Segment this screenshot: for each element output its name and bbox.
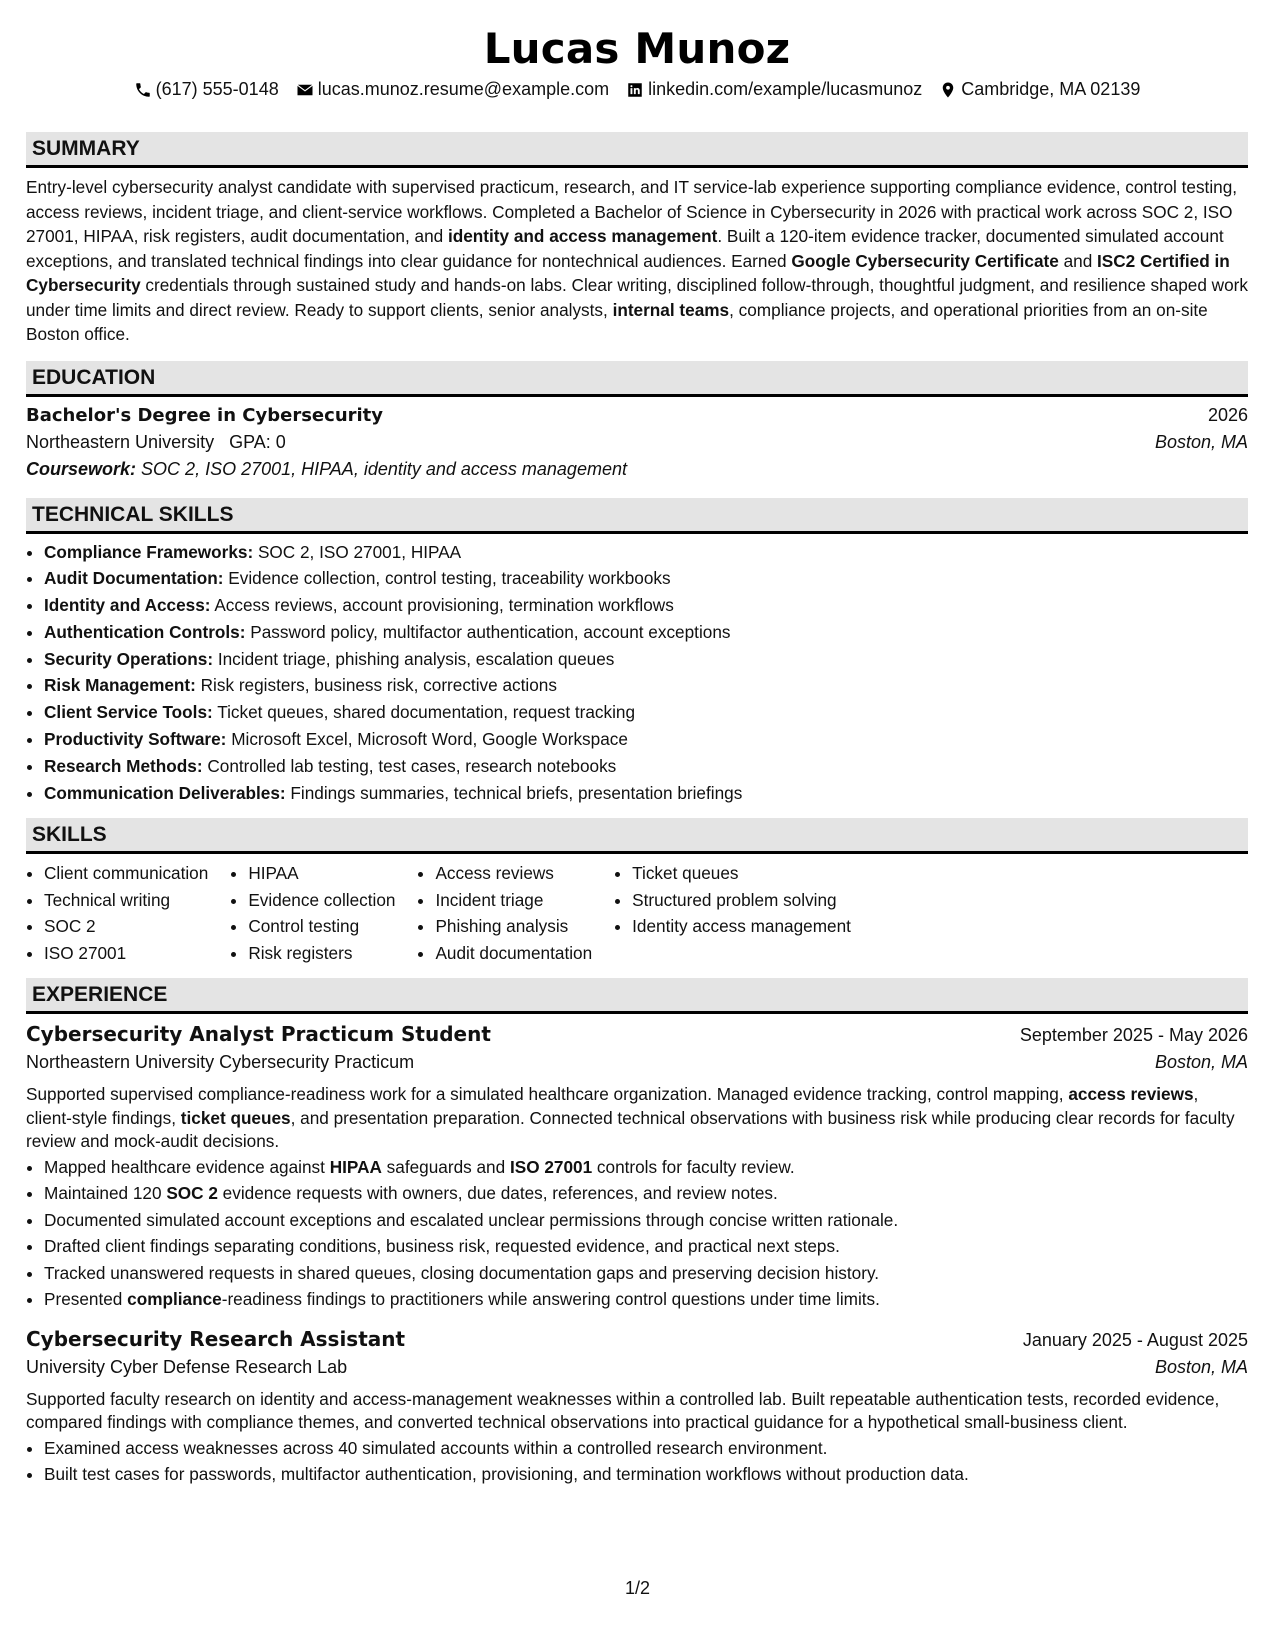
text-run: Entry-level cybersecurity analyst candidate with supervised practicum, research, and IT service-lab experience supporting compliance evidence, control testing, access reviews, incident triage, and client-service workflows. Completed a Bachelor of Science in Cybersecurity in 2026 with practical work across SOC 2, ISO 27001, HIPAA, risk registers, audit documentation, and [26,177,1238,246]
text-run: Maintained 120 [44,1183,167,1204]
education-heading: EDUCATION [26,361,1248,397]
text-run: Examined access weaknesses across 40 simulated accounts within a controlled research environment. [44,1437,828,1458]
emphasis-text: ISC2 Certified in Cybersecurity [26,250,1230,295]
job-organization: Northeastern University Cybersecurity Practicum [26,1052,415,1073]
skill-item: • Control testing [248,913,395,940]
skill-category: Communication Deliverables: [44,782,286,803]
technical-skills-list [26,539,1248,807]
text-run: -readiness findings to practitioners while answering control questions under time limits. [221,1289,880,1310]
emphasis-text: Google Cybersecurity Certificate [791,250,1059,271]
skill-category: Compliance Frameworks: [44,541,254,562]
text-run: , and presentation preparation. Connected technical observations with business risk while producing clear records for faculty review and mock-audit decisions. [26,1107,1235,1152]
technical-skill-item [44,619,1248,646]
coursework [26,459,1248,480]
emphasis-text: identity and access management [447,226,718,246]
location-text: Cambridge, MA 02139 [961,79,1141,99]
skill-item: • Identity access management [632,913,851,940]
job-bullet [44,1286,1248,1313]
contact-bar [26,79,1248,100]
job-title: Cybersecurity Analyst Practicum Student [26,1022,491,1047]
experience-list [26,1022,1248,1488]
skill-values: Incident triage, phishing analysis, escalation queues [217,648,615,669]
job-bullet [44,1207,1248,1234]
job-organization: University Cyber Defense Research Lab [26,1356,348,1377]
skill-values: Password policy, multifactor authentication, account exceptions [250,621,731,642]
technical-skill-item [44,539,1248,566]
technical-skill-item [44,672,1248,699]
skill-category: Security Operations: [44,648,214,669]
skill-item: • SOC 2 [44,913,208,940]
email-text: lucas.munoz.resume@example.com [317,79,610,99]
skills-column [26,860,208,966]
gpa: GPA: 0 [229,431,286,452]
skill-category: Risk Management: [44,675,196,696]
text-run: Documented simulated account exceptions and escalated unclear permissions through concise written rationale. [44,1209,899,1230]
job-bullet [44,1180,1248,1207]
text-run: Built test cases for passwords, multifactor authentication, provisioning, and termination workflows without production data. [44,1464,969,1485]
skill-item: • Ticket queues [632,860,851,887]
technical-skill-item [44,780,1248,807]
skill-item: • Client communication [44,860,208,887]
page-number: 1/2 [624,1578,651,1598]
skill-item: • Technical writing [44,887,208,914]
phone-icon [134,81,152,99]
contact-email[interactable] [296,79,609,100]
resume-page [26,0,1248,1488]
graduation-year: 2026 [1207,404,1248,425]
skills-column [614,860,851,966]
skill-values: SOC 2, ISO 27001, HIPAA [257,541,462,562]
skill-category: Identity and Access: [44,595,211,616]
text-run: controls for faculty review. [592,1156,795,1177]
job-bullet [44,1233,1248,1260]
envelope-icon [296,81,314,99]
text-run: Mapped healthcare evidence against [44,1156,330,1177]
skill-values: Findings summaries, technical briefs, presentation briefings [290,782,743,803]
text-run: , client-style findings, [26,1084,1199,1128]
emphasis-text: ISO 27001 [509,1156,593,1177]
degree: Bachelor's Degree in Cybersecurity [26,404,384,426]
job-bullet [44,1260,1248,1287]
technical-skill-item [44,592,1248,619]
skills-column [230,860,395,966]
summary-text [26,175,1248,347]
skill-values: Risk registers, business risk, corrective actions [200,675,557,696]
contact-linkedin[interactable] [626,79,922,100]
skill-item: • Access reviews [435,860,592,887]
text-run: Tracked unanswered requests in shared queues, closing documentation gaps and preserving decision history. [44,1262,880,1283]
emphasis-text: compliance [127,1289,222,1310]
job-bullet [44,1461,1248,1488]
skills-heading: SKILLS [26,818,1248,854]
technical-skill-item [44,565,1248,592]
institution-name: Northeastern University [26,431,215,452]
education-entry [26,405,1248,480]
skill-values: Microsoft Excel, Microsoft Word, Google Workspace [231,729,628,750]
skills-grid [26,860,1248,966]
skill-category: Productivity Software: [44,729,227,750]
job-bullets [26,1154,1248,1313]
technical-skill-item [44,753,1248,780]
skills-column [417,860,592,966]
contact-location [939,79,1140,100]
skill-values: Ticket queues, shared documentation, request tracking [217,702,636,723]
technical-skills-heading: TECHNICAL SKILLS [26,498,1248,534]
job-bullet [44,1154,1248,1181]
skill-category: Research Methods: [44,755,203,776]
text-run: Supported supervised compliance-readiness work for a simulated healthcare organization. Managed evidence tracking, control mapping, [26,1084,1069,1105]
coursework-label: Coursework: [26,458,137,479]
technical-skill-item [44,726,1248,753]
summary-heading: SUMMARY [26,132,1248,168]
text-run: . Built a 120-item evidence tracker, documented simulated account exceptions, and translated technical findings into clear guidance for nontechnical audiences. Earned [26,226,1224,271]
skill-category: Client Service Tools: [44,702,213,723]
skill-item: • HIPAA [248,860,395,887]
emphasis-text: internal teams [612,299,730,320]
skill-item: • Audit documentation [435,940,592,967]
skill-item: • Structured problem solving [632,887,851,914]
job-bullet [44,1435,1248,1462]
job-entry [26,1327,1248,1488]
emphasis-text: ticket queues [180,1107,291,1128]
map-pin-icon [939,81,957,99]
text-run: evidence requests with owners, due dates, references, and review notes. [217,1183,778,1204]
job-location: Boston, MA [1154,1356,1248,1377]
text-run: , compliance projects, and operational priorities from an on-site Boston office. [26,299,1208,344]
phone-text: (617) 555-0148 [155,79,279,99]
education-location: Boston, MA [1154,431,1248,452]
job-dates: January 2025 - August 2025 [1022,1329,1248,1350]
technical-skill-item [44,699,1248,726]
text-run: and [1058,250,1098,271]
skill-values: Access reviews, account provisioning, termination workflows [214,595,674,616]
job-location: Boston, MA [1154,1052,1248,1073]
emphasis-text: SOC 2 [166,1183,218,1204]
skill-item: • Evidence collection [248,887,395,914]
contact-phone[interactable] [134,79,279,100]
technical-skill-item [44,646,1248,673]
skill-category: Audit Documentation: [44,568,224,589]
candidate-name: Lucas Munoz [483,24,791,73]
job-title: Cybersecurity Research Assistant [26,1326,406,1351]
skill-item: • Incident triage [435,887,592,914]
skill-values: Controlled lab testing, test cases, research notebooks [207,755,617,776]
institution [26,432,286,453]
emphasis-text: access reviews [1068,1084,1194,1105]
text-run: safeguards and [381,1156,510,1177]
skill-item: • Phishing analysis [435,913,592,940]
text-run: Presented [44,1289,128,1310]
skill-item: • Risk registers [248,940,395,967]
emphasis-text: HIPAA [329,1156,382,1177]
text-run: credentials through sustained study and hands-on labs. Clear writing, disciplined follow-through, thoughtful judgment, and resilience shaped work under time limits and direct review. Ready to support clients, senior analysts, [26,275,1248,320]
text-run: Supported faculty research on identity and access-management weaknesses within a controlled lab. Built repeatable authentication tests, recorded evidence, compared findings with compliance themes, and converted technical observations into practical guidance for a hypothetical small-business client. [26,1388,1220,1433]
job-bullets [26,1435,1248,1488]
job-entry [26,1022,1248,1313]
skill-category: Authentication Controls: [44,621,246,642]
job-description [26,1388,1248,1435]
job-dates: September 2025 - May 2026 [1019,1025,1248,1046]
linkedin-text: linkedin.com/example/lucasmunoz [648,79,923,99]
skill-item: • ISO 27001 [44,940,208,967]
text-run: Drafted client findings separating conditions, business risk, requested evidence, and practical next steps. [44,1236,840,1257]
experience-heading: EXPERIENCE [26,978,1248,1014]
coursework-list: SOC 2, ISO 27001, HIPAA, identity and access management [141,458,627,479]
job-description [26,1083,1248,1154]
linkedin-icon [626,81,644,99]
skill-values: Evidence collection, control testing, traceability workbooks [228,568,671,589]
